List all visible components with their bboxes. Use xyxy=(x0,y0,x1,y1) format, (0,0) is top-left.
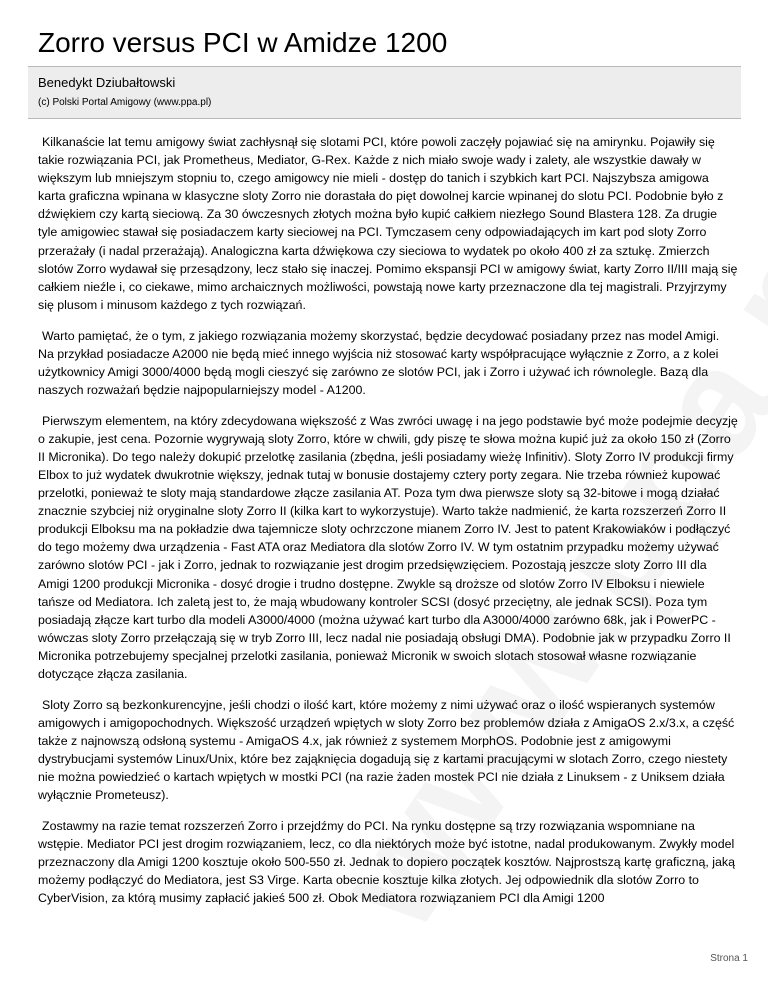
author-name: Benedykt Dziubałtowski xyxy=(38,75,176,90)
page-title: Zorro versus PCI w Amidze 1200 xyxy=(38,27,448,58)
header-divider-bottom xyxy=(28,118,741,119)
paragraph: Kilkanaście lat temu amigowy świat zachłysnął się slotami PCI, które powoli zaczęły pojawiać się na amirynku. Pojawiły się takie rozwiązania PCI, jak Prometheus, Mediator, G-Rex. Każde z nich miało swoje wady i zalety, ale wszystkie dawały w większym lub mniejszym stopniu to, czego amigowcy nie mieli - dostęp do tanich i szybkich kart PCI. Najszybsza amigowa karta graficzna wpinana w klasyczne sloty Zorro nie dorastała do pięt dowolnej karcie wpinanej do slotu PCI. Podobnie było z dźwiękiem czy kartą sieciową. Za 30 ówczesnych złotych można było kupić całkiem niezłego Sound Blastera 128. Za drugie tyle amigowiec stawał się posiadaczem karty sieciowej na PCI. Tymczasem ceny odpowiadających im kart pod sloty Zorro przerażały (i nadal przerażają). Analogiczna karta dźwiękowa czy sieciowa to wydatek po około 400 zł za sztukę. Zmierzch slotów Zorro wydawał się przesądzony, lecz stało się inaczej. Pomimo ekspansji PCI w amigowy świat, karty Zorro II/III mają się całkiem nieźle i, co ciekawe, mimo archaicznych możliwości, powstają nowe karty przeznaczone dla tej magistrali. Przyjrzymy się plusom i minusom każdego z tych rozwiązań. xyxy=(38,135,738,312)
article-body xyxy=(38,133,738,920)
paragraph: Sloty Zorro są bezkonkurencyjne, jeśli chodzi o ilość kart, które możemy z nimi używać oraz o ilość wspieranych systemów amigowych i amigopochodnych. Większość urządzeń wpiętych w sloty Zorro bez problemów działa z AmigaOS 2.x/3.x, a część także z najnowszą odsłoną systemu - AmigaOS 4.x, jak również z systemem MorphOS. Podobnie jest z amigowymi dystrybucjami systemów Linux/Unix, które bez zająknięcia dogadują się z kartami pracującymi w slotach Zorro, czego niestety nie można powiedzieć o kartach wpiętych w mostki PCI (na razie żaden mostek PCI nie działa z Linuksem - z Uniksem działa wyłącznie Prometeusz). xyxy=(38,697,735,803)
paragraph: Warto pamiętać, że o tym, z jakiego rozwiązania możemy skorzystać, będzie decydować posiadany przez nas model Amigi. Na przykład posiadacze A2000 nie będą mieć innego wyjścia niż stosować karty współpracujące wyłącznie z Zorro, a z kolei użytkownicy Amigi 3000/4000 będą mogli cieszyć się zarówno ze slotów PCI, jak i Zorro i używać ich równolegle. Bazą dla naszych rozważań będzie najpopularniejszy model - A1200. xyxy=(38,328,720,397)
article-meta-box xyxy=(28,67,741,118)
paragraph: Pierwszym elementem, na który zdecydowana większość z Was zwróci uwagę i na jego podstawie być może podejmie decyzję o zakupie, jest cena. Pozornie wygrywają sloty Zorro, które w chwili, gdy piszę te słowa można kupić już za około 150 zł (Zorro II Micronika). Do tego należy dokupić przelotkę zasilania (zbędna, jeśli posiadamy wieżę Infinitiv). Sloty Zorro IV produkcji firmy Elbox to już wydatek dwukrotnie większy, jednak tutaj w bonusie dostajemy cztery porty zegara. Nie trzeba również kupować przelotki, ponieważ te sloty mają standardowe złącze zasilania AT. Poza tym dwa pierwsze sloty są 32-bitowe i mogą działać znacznie szybciej niż oryginalne sloty Zorro II (kilka kart to wykorzystuje). Warto także nadmienić, że karta rozszerzeń Zorro II produkcji Elboksu ma na pokładzie dwa tajemnicze sloty ochrzczone mianem Zorro IV. Jest to patent Krakowiaków i podłączyć do tego możemy dwa urządzenia - Fast ATA oraz Mediatora dla slotów Zorro IV. W tym ostatnim przypadku możemy używać zarówno slotów PCI - jak i Zorro, jednak to rozwiązanie jest drogim przedsięwzięciem. Pozostają jeszcze sloty Zorro III dla Amigi 1200 produkcji Micronika - dosyć drogie i trudno dostępne. Zwykle są droższe od slotów Zorro IV Elboksu i niewiele tańsze od Mediatora. Ich zaletą jest to, że mają wbudowany kontroler SCSI (dosyć przeciętny, ale jednak SCSI). Poza tym posiadają złącze kart turbo dla modeli A3000/4000 (można używać kart turbo dla A3000/4000 zarówno 68k, jak i PowerPC - wówczas sloty Zorro przełączają się w tryb Zorro III, lecz nadal nie posiadają obsługi DMA). Podobnie jak w przypadku Zorro II Micronika potrzebujemy specjalnej przelotki zasilania, ponieważ Micronik w swoich slotach stosował własne rozwiązanie dotyczące złącza zasilania. xyxy=(38,413,738,681)
source-credit: (c) Polski Portal Amigowy (www.ppa.pl) xyxy=(38,97,212,108)
page-number: Strona 1 xyxy=(710,953,748,964)
paragraph: Zostawmy na razie temat rozszerzeń Zorro i przejdźmy do PCI. Na rynku dostępne są trzy rozwiązania wspomniane na wstępie. Mediator PCI jest drogim rozwiązaniem, lecz, co dla niektórych może być istotne, nadal produkowanym. Zwykły model przeznaczony dla Amigi 1200 kosztuje około 500-550 zł. Jednak to dopiero początek kosztów. Najprostszą kartę graficzną, jaką możemy podłączyć do Mediatora, jest S3 Virge. Karta obecnie kosztuje kilka złotych. Jej odpowiednik dla slotów Zorro to CyberVision, za którą musimy zapłacić jakieś 500 zł. Obok Mediatora rozwiązaniem PCI dla Amigi 1200 xyxy=(38,819,736,906)
